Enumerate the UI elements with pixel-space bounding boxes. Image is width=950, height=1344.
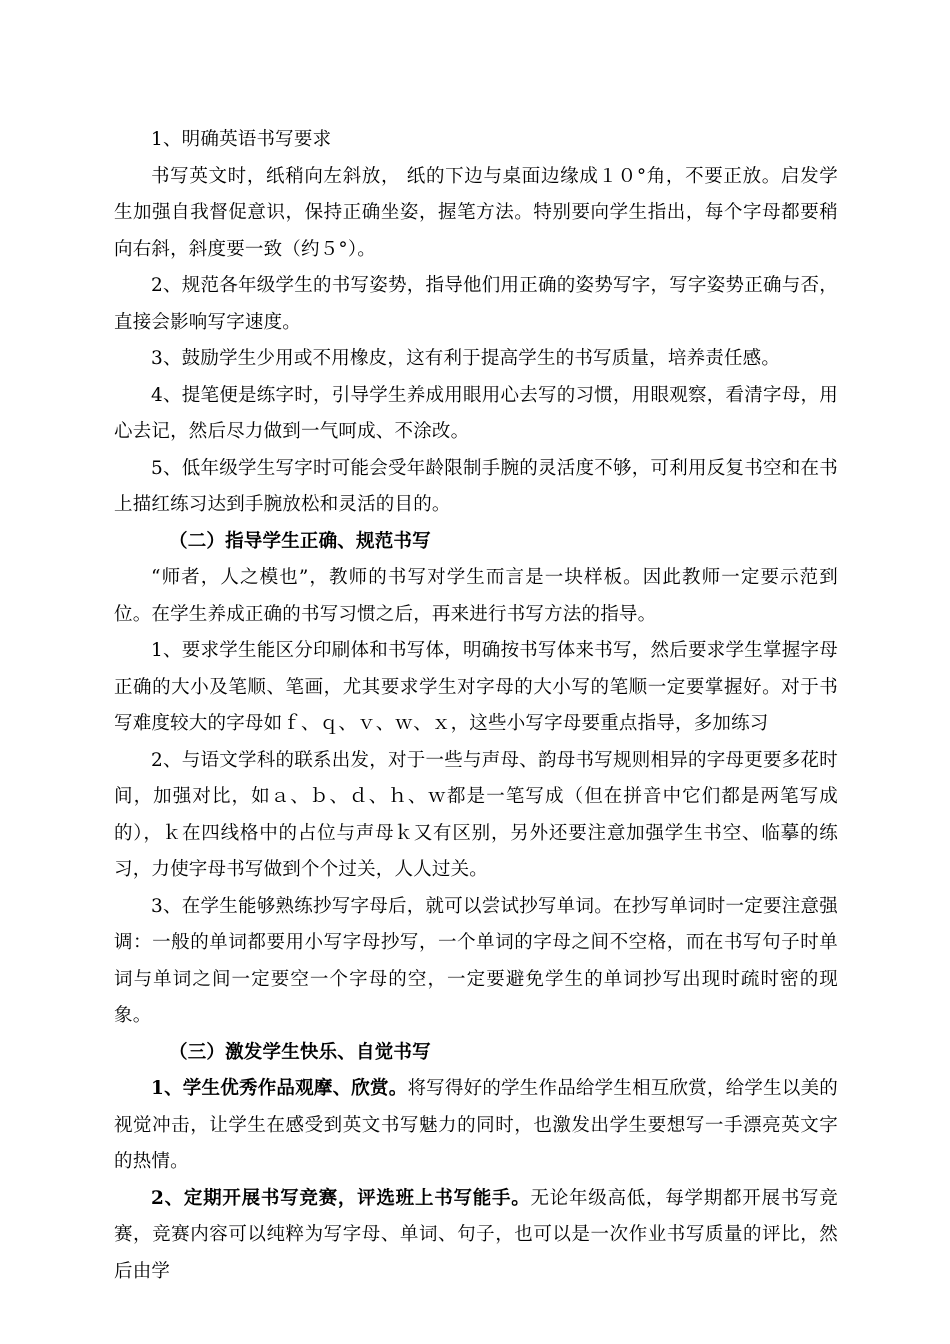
paragraph-practice-habit: 4、提笔便是练字时，引导学生养成用眼用心去写的习惯，用眼观察，看清字母，用心去记，然后尽力做到一气呵成、不涂改。 — [114, 384, 838, 442]
paragraph-word-copying: 3、在学生能够熟练抄写字母后，就可以尝试抄写单词。在抄写单词时一定要注意强调：一般的单词都要用小写字母抄写，一个单词的字母之间不空格，而在书写句子时单词与单词之间一定要空一个字母的空，一定要避免学生的单词抄写出现时疏时密的现象。 — [114, 895, 838, 1026]
paragraph-pinyin-comparison: 2、与语文学科的联系出发，对于一些与声母、韵母书写规则相异的字母更要多花时间，加强对比，如ａ、ｂ、ｄ、ｈ、ｗ都是一笔写成（但在拼音中它们都是两笔写成的），ｋ在四线格中的占位与声母ｋ又有区别，另外还要注意加强学生书空、临摹的练习，力使字母书写做到个个过关，人人过关。 — [114, 749, 838, 880]
paragraph-competition — [114, 1181, 838, 1291]
document-body — [114, 122, 838, 1290]
paragraph-showcase — [114, 1071, 838, 1181]
paragraph-wrist-flexibility: 5、低年级学生写字时可能会受年龄限制手腕的灵活度不够，可利用反复书空和在书上描红练习达到手腕放松和灵活的目的。 — [114, 457, 838, 515]
paragraph-showcase-text: 将写得好的学生作品给学生相互欣赏，给学生以美的视觉冲击，让学生在感受到英文书写魅力的同时，也激发出学生要想写一手漂亮英文字的热情。 — [114, 1078, 838, 1172]
paragraph-showcase-lead: 1、学生优秀作品观摩、欣赏。 — [151, 1078, 408, 1099]
paragraph-paper-angle: 书写英文时，纸稍向左斜放， 纸的下边与桌面边缘成１０°角，不要正放。启发学生加强自我督促意识，保持正确坐姿，握笔方法。特别要向学生指出，每个字母都要稍向右斜，斜度要一致（约５°）。 — [114, 165, 838, 260]
paragraph-requirements: 1、明确英语书写要求 — [151, 129, 332, 150]
paragraph-print-vs-script: 1、要求学生能区分印刷体和书写体，明确按书写体来书写，然后要求学生掌握字母正确的大小及笔顺、笔画，尤其要求学生对字母的大小写的笔顺一定要掌握好。对于书写难度较大的字母如ｆ、ｑ、ｖ、ｗ、ｘ，这些小写字母要重点指导，多加练习 — [114, 640, 838, 734]
paragraph-eraser: 3、鼓励学生少用或不用橡皮，这有利于提高学生的书写质量，培养责任感。 — [151, 348, 781, 369]
paragraph-posture: 2、规范各年级学生的书写姿势，指导他们用正确的姿势写字，写字姿势正确与否，直接会影响写字速度。 — [114, 275, 838, 333]
paragraph-competition-text: 无论年级高低，每学期都开展书写竞赛，竞赛内容可以纯粹为写字母、单词、句子，也可以是一次作业书写质量的评比，然后由学 — [114, 1187, 839, 1282]
section-heading-motivate: （三）激发学生快乐、自觉书写 — [169, 1041, 431, 1063]
paragraph-competition-lead: 2、定期开展书写竞赛，评选班上书写能手。 — [151, 1187, 531, 1209]
section-heading-guide: （二）指导学生正确、规范书写 — [169, 530, 431, 552]
paragraph-teacher-model: “师者，人之模也”，教师的书写对学生而言是一块样板。因此教师一定要示范到位。在学生养成正确的书写习惯之后，再来进行书写方法的指导。 — [114, 567, 838, 625]
